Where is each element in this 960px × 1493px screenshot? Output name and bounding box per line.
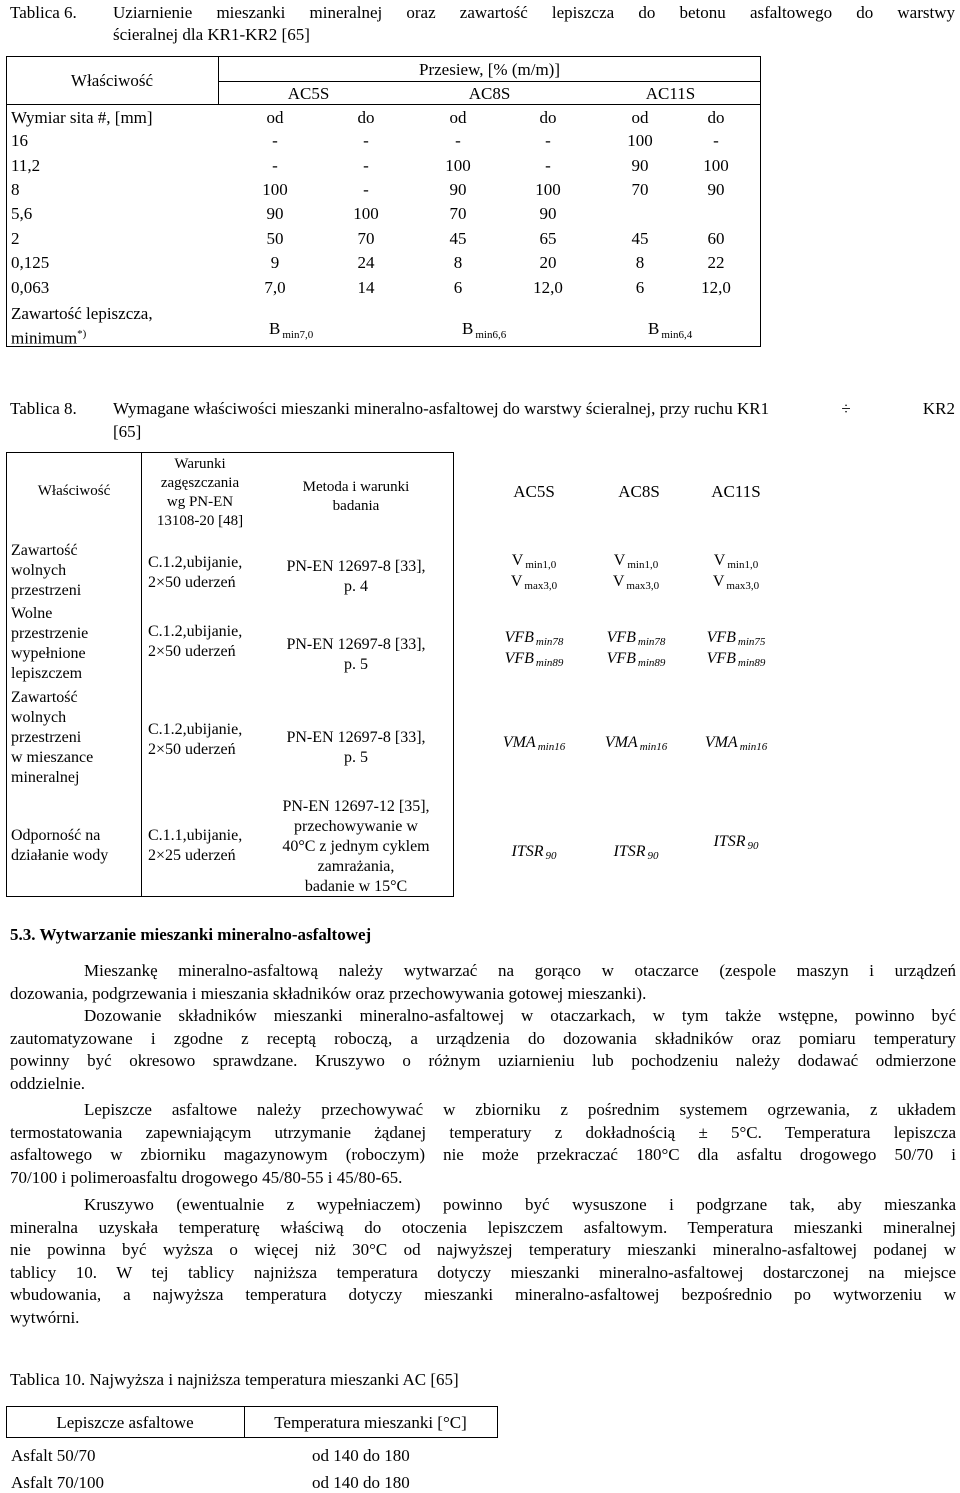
paragraph-line: Lepiszcze asfaltowe należy przechowywać w zbiorniku z pośrednim systemem ogrzewania, z układem (84, 1100, 956, 1119)
requirement-subscript: 90 (747, 840, 759, 852)
table6-cell: - (272, 131, 278, 150)
table6-cell: 90 (707, 180, 725, 199)
table8-caption-label: Tablica 8. (10, 399, 77, 418)
section-heading: 5.3. Wytwarzanie mieszanki mineralno-asfaltowej (10, 925, 372, 944)
table8-method-line: PN-EN 12697-8 [33], (286, 558, 426, 575)
table8-mix-ac8s: AC8S (618, 482, 660, 501)
table8-property-line: działanie wody (11, 847, 109, 864)
table6-cell: 90 (631, 156, 649, 175)
table8-caption-line2: [65] (113, 422, 142, 441)
table10-header-temperature: Temperatura mieszanki [°C] (274, 1413, 467, 1432)
paragraph-line: powinny być okresowo sprawdzane. Kruszywo o różnym uziarnieniu lub pochodzeniu należy dodawać odmierzone (10, 1051, 956, 1070)
table6-cell: 100 (627, 131, 653, 150)
table10-temperature: od 140 do 180 (312, 1473, 410, 1492)
table6-cell: - (545, 156, 551, 175)
requirement-symbol: VFB (706, 650, 736, 667)
table6-cell: 100 (445, 156, 471, 175)
table6-cell: 12,0 (701, 278, 731, 297)
table8-header-compaction: Warunki zagęszczania wg PN-EN 13108-20 [48] (156, 456, 244, 529)
table6-header-do: do (539, 108, 557, 127)
table6-header-sieve-size: Wymiar sita #, [mm] (11, 108, 153, 127)
requirement-subscript: min89 (535, 657, 564, 669)
requirement-symbol: V (612, 573, 625, 590)
binder-symbol: B (648, 319, 660, 338)
table8-compaction (148, 553, 258, 593)
table8-property-line: przestrzenie (11, 625, 89, 642)
table8-requirement (676, 733, 796, 754)
requirement-symbol: VFB (504, 629, 534, 646)
table8-compaction (148, 720, 258, 760)
table8-requirement-line (676, 551, 796, 572)
table8-compaction-line: 2×50 uderzeń (148, 643, 236, 660)
paragraph-line: wbudowania, a najwyższa temperatura dotyczy mieszanki mineralno-asfaltowej bezpośrednio po wytworzeniu w (10, 1285, 956, 1304)
table6-cell: 8 (635, 253, 645, 272)
table8-mix-ac11s: AC11S (711, 482, 761, 501)
table8-requirement-line (676, 649, 796, 670)
table8-requirement-line (676, 628, 796, 649)
table8-method-line: PN-EN 12697-8 [33], (286, 636, 426, 653)
table8-property-line: Zawartość (11, 542, 78, 559)
requirement-subscript: min1,0 (627, 559, 659, 571)
table6-sieve-size: 8 (11, 180, 20, 199)
table6-mix-ac5s: AC5S (287, 84, 330, 103)
requirement-symbol: VFB (606, 629, 636, 646)
paragraph-line: Kruszywo (ewentualnie z wypełniaczem) powinno być wysuszone i podgrzane tak, aby mieszanka (84, 1195, 956, 1214)
table6-cell: 20 (539, 253, 557, 272)
requirement-symbol: VFB (606, 650, 636, 667)
table8-compaction-line: C.1.2,ubijanie, (148, 721, 243, 738)
table8-property-line: przestrzeni (11, 729, 82, 746)
table8-compaction-line: 2×50 uderzeń (148, 741, 236, 758)
table6-header-od: od (631, 108, 649, 127)
table6-cell: 100 (703, 156, 729, 175)
requirement-symbol: VMA (604, 734, 638, 751)
table8-compaction (148, 622, 258, 662)
table8-compaction-line: C.1.2,ubijanie, (148, 554, 243, 571)
table10-header-binder: Lepiszcze asfaltowe (56, 1413, 194, 1432)
table8-method-line: p. 4 (344, 578, 368, 595)
requirement-subscript: min16 (739, 741, 768, 753)
binder-symbol: B (462, 319, 474, 338)
table6-cell: 14 (357, 278, 375, 297)
table6-cell: 100 (262, 180, 288, 199)
table6-cell: 45 (631, 229, 649, 248)
table6-cell: 90 (266, 204, 284, 223)
table6-cell: - (363, 180, 369, 199)
paragraph-line: Mieszankę mineralno-asfaltową należy wytwarzać na gorąco w otaczarce (zespole maszyn i urządzeń (84, 961, 956, 980)
table6-cell: - (363, 156, 369, 175)
table10-caption: Tablica 10. Najwyższa i najniższa temperatura mieszanki AC [65] (10, 1370, 459, 1389)
table8-compaction (148, 826, 258, 866)
requirement-symbol: VMA (704, 734, 738, 751)
paragraph-line: nie powinna być wyższa o więcej niż 30°C od najwyższej temperatury mieszanki mineralno-asfaltowej podanej w (10, 1240, 956, 1259)
binder-symbol: B (269, 319, 281, 338)
table8-property-line: Odporność na (11, 827, 101, 844)
table6-cell: 60 (707, 229, 725, 248)
table8-method-line: zamrażania, (317, 858, 395, 875)
table6-sieve-size: 0,063 (11, 278, 50, 297)
table6-binder-min-value (648, 318, 692, 342)
table6-cell: 22 (707, 253, 725, 272)
requirement-subscript: min75 (737, 636, 766, 648)
requirement-subscript: max3,0 (726, 580, 760, 592)
table8-property (11, 604, 139, 684)
table8-property-line: wypełnione (11, 645, 86, 662)
table8-property-line: wolnych (11, 709, 67, 726)
paragraph-line: zautomatyzowane i zgodne z receptą roboczą, a urządzenia do dozowania składników oraz pomiaru temperatury (10, 1029, 956, 1048)
requirement-symbol: V (713, 552, 726, 569)
table10-binder: Asfalt 50/70 (11, 1446, 96, 1465)
requirement-subscript: min16 (639, 741, 668, 753)
table6-binder-min-value (462, 318, 506, 342)
table6-cell: 12,0 (533, 278, 563, 297)
requirement-subscript: max3,0 (626, 580, 660, 592)
table8-method-line: PN-EN 12697-8 [33], (286, 729, 426, 746)
table6-cell: 45 (449, 229, 467, 248)
table6-sieve-size: 5,6 (11, 204, 33, 223)
table10-temperature: od 140 do 180 (312, 1446, 410, 1465)
table6-header-do: do (707, 108, 725, 127)
table6-cell: 90 (449, 180, 467, 199)
table8-method-line: przechowywanie w (294, 818, 418, 835)
table6-cell: - (713, 131, 719, 150)
table6-sieve-size: 16 (11, 131, 28, 150)
table6-cell: 70 (631, 180, 649, 199)
table6-binder-label-line2: minimum*) (11, 328, 87, 348)
table8-property-line: Wolne (11, 605, 53, 622)
table6-cell: 65 (539, 229, 557, 248)
requirement-subscript: max3,0 (524, 580, 558, 592)
table6-cell: 100 (535, 180, 561, 199)
table8-method (259, 557, 453, 597)
table6-cell: - (363, 131, 369, 150)
table6-mix-ac11s: AC11S (645, 84, 696, 103)
table8-mix-ac5s: AC5S (513, 482, 555, 501)
table6-header-od: od (449, 108, 467, 127)
requirement-symbol: ITSR (713, 833, 746, 850)
table8-requirement-line (676, 572, 796, 593)
table8-header-method: Metoda i warunki badania (302, 479, 410, 514)
table8-property (11, 826, 139, 866)
paragraph-line: asfaltowego w zbiorniku magazynowym (roboczym) nie może przekraczać 180°C dla asfaltu drogowego 50/70 i (10, 1145, 956, 1164)
binder-subscript: min6,6 (475, 329, 507, 341)
table6-header-sieve-passing: Przesiew, [% (m/m)] (419, 60, 560, 79)
requirement-subscript: 90 (545, 850, 557, 862)
table6-cell: 7,0 (264, 278, 286, 297)
requirement-symbol: V (712, 573, 725, 590)
table8-property-line: w mieszance (11, 749, 94, 766)
table8-property-line: wolnych (11, 562, 67, 579)
paragraph-line: mineralna uzyskała temperaturę właściwą do otoczenia lepiszczem asfaltowym. Temperatura mieszanki mineralnej (10, 1218, 956, 1237)
table6-cell: 50 (266, 229, 284, 248)
table8-method (259, 797, 453, 897)
requirement-subscript: 90 (647, 850, 659, 862)
binder-subscript: min7,0 (282, 329, 314, 341)
table8-property-line: przestrzeni (11, 582, 82, 599)
table6-caption-line2: ścieralnej dla KR1-KR2 [65] (113, 25, 310, 44)
table8-requirement (676, 832, 796, 853)
table8-method (259, 635, 453, 675)
requirement-subscript: min89 (637, 657, 666, 669)
requirement-symbol: VFB (504, 650, 534, 667)
table6-header-property: Właściwość (70, 71, 154, 90)
requirement-subscript: min78 (535, 636, 564, 648)
paragraph-line: oddzielnie. (10, 1074, 86, 1093)
table8-compaction-line: C.1.1,ubijanie, (148, 827, 243, 844)
paragraph-line: Dozowanie składników mieszanki mineralno-asfaltowej w otaczarkach, w tym także wstępne, powinno być (84, 1006, 956, 1025)
table6-cell: 8 (453, 253, 463, 272)
binder-subscript: min6,4 (661, 329, 693, 341)
table8-requirement-line (676, 733, 796, 754)
requirement-symbol: ITSR (511, 843, 544, 860)
paragraph-line: wytwórni. (10, 1308, 80, 1327)
table8-compaction-line: 2×50 uderzeń (148, 574, 236, 591)
requirement-symbol: V (613, 552, 626, 569)
table8-caption-line1: Wymagane właściwości mieszanki mineralno-asfaltowej do warstwy ścieralnej, przy ruchu KR1 ÷ KR2 (113, 399, 955, 418)
table8-method-line: 40°C z jednym cyklem (282, 838, 430, 855)
table6-cell: 100 (353, 204, 379, 223)
table6-cell: 70 (357, 229, 375, 248)
table8-requirement-line (676, 832, 796, 853)
requirement-symbol: V (511, 552, 524, 569)
paragraph-line: dozowania, podgrzewania i mieszania składników oraz przechowywania gotowej mieszanki). (10, 984, 647, 1003)
table8-header-property: Właściwość (37, 483, 111, 499)
requirement-symbol: VFB (706, 629, 736, 646)
table6-sieve-size: 2 (11, 229, 20, 248)
requirement-subscript: min16 (537, 741, 566, 753)
table8-property-line: lepiszczem (11, 665, 83, 682)
table6-cell: - (272, 156, 278, 175)
table8-method-line: PN-EN 12697-12 [35], (282, 798, 430, 815)
requirement-subscript: min78 (637, 636, 666, 648)
requirement-subscript: min1,0 (525, 559, 557, 571)
table6-cell: - (545, 131, 551, 150)
table6-cell: 24 (357, 253, 375, 272)
table6-caption-line1: Uziarnienie mieszanki mineralnej oraz zawartość lepiszcza do betonu asfaltowego do warstwy (113, 3, 955, 22)
requirement-symbol: V (510, 573, 523, 590)
table6-sieve-size: 11,2 (11, 156, 41, 175)
table8-property-line: mineralnej (11, 769, 80, 786)
table6-binder-label-line1: Zawartość lepiszcza, (11, 304, 153, 323)
table8-property-line: Zawartość (11, 689, 78, 706)
table8-method-line: badanie w 15°C (304, 878, 408, 895)
table6-cell: 6 (453, 278, 463, 297)
table6-cell: 6 (635, 278, 645, 297)
table6-sieve-size: 0,125 (11, 253, 50, 272)
table6-mix-ac8s: AC8S (468, 84, 511, 103)
table6-binder-min-value (269, 318, 313, 342)
table8-compaction-line: 2×25 uderzeń (148, 847, 236, 864)
requirement-symbol: ITSR (613, 843, 646, 860)
table6-caption-label: Tablica 6. (10, 3, 77, 22)
table10-binder: Asfalt 70/100 (11, 1473, 105, 1492)
paragraph-line: termostatowania zapewniającym utrzymanie żądanej temperatury z dokładnością ± 5°C. Temperatura lepiszcza (10, 1123, 956, 1142)
table6-cell: 9 (270, 253, 280, 272)
table6-cell: 90 (539, 204, 557, 223)
requirement-symbol: VMA (502, 734, 536, 751)
table8-method (259, 728, 453, 768)
table8-property (11, 688, 139, 788)
table8-method-line: p. 5 (344, 656, 368, 673)
table8-requirement (676, 551, 796, 593)
table6-cell: 70 (449, 204, 467, 223)
table8-requirement (676, 628, 796, 670)
table6-header-do: do (357, 108, 375, 127)
paragraph-line: 70/100 i polimeroasfaltu drogowego 45/80-55 i 45/80-65. (10, 1168, 403, 1187)
requirement-subscript: min1,0 (727, 559, 759, 571)
table8-method-line: p. 5 (344, 749, 368, 766)
table6-cell: - (455, 131, 461, 150)
requirement-subscript: min89 (737, 657, 766, 669)
table6-header-od: od (266, 108, 284, 127)
paragraph-line: tablicy 10. W tej tablicy najniższa temperatura dotyczy mieszanki mineralno-asfaltowej dostarczonej na miejsce (10, 1263, 956, 1282)
table8-compaction-line: C.1.2,ubijanie, (148, 623, 243, 640)
table8-property (11, 541, 139, 601)
